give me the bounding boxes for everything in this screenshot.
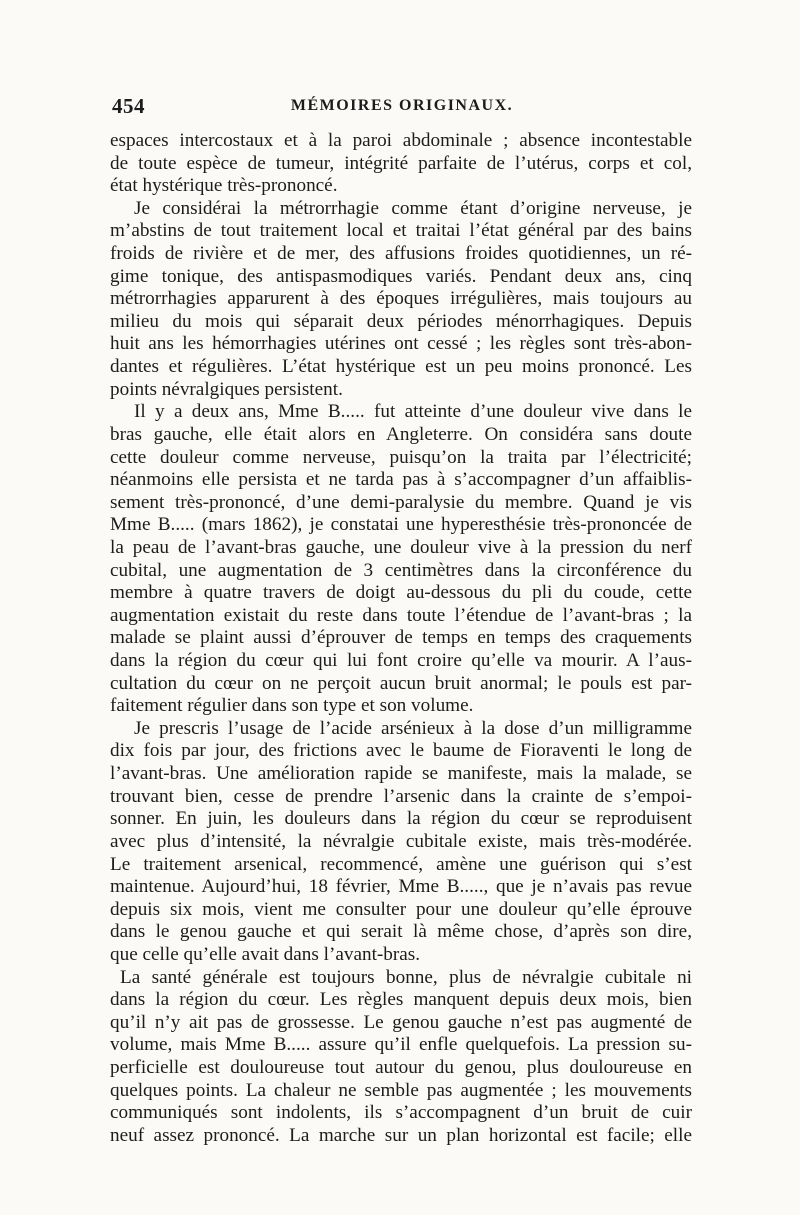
text-line: Il y a deux ans, Mme B..... fut atteinte d’une douleur vive dans le <box>134 401 692 423</box>
text-line: malade se plaint aussi d’éprouver de temps en temps des craquements <box>110 627 692 649</box>
text-line: néanmoins elle persista et ne tarda pas à s’accompagner d’un affaiblis- <box>110 469 692 491</box>
text-line: membre à quatre travers de doigt au-dessous du pli du coude, cette <box>110 582 692 604</box>
text-line: La santé générale est toujours bonne, plus de névralgie cubitale ni <box>120 966 692 988</box>
text-line: m’abstins de tout traitement local et traitai l’état général par des bains <box>110 220 692 242</box>
running-title: MÉMOIRES ORIGINAUX. <box>290 97 514 114</box>
text-line: sement très-prononcé, d’une demi-paralysie du membre. Quand je vis <box>110 491 692 513</box>
text-line: Je considérai la métrorrhagie comme étant d’origine nerveuse, je <box>134 197 692 219</box>
text-line: Je prescris l’usage de l’acide arsénieux à la dose d’un milligramme <box>134 717 692 739</box>
text-line: huit ans les hémorrhagies utérines ont cessé ; les règles sont très-abon- <box>110 333 692 355</box>
page-number: 454 <box>112 94 145 118</box>
text-line: points névralgiques persistent. <box>110 378 343 400</box>
text-line: l’avant-bras. Une amélioration rapide se manifeste, mais la malade, se <box>110 763 692 785</box>
text-line: avec plus d’intensité, la névralgie cubitale existe, mais très-modérée. <box>110 830 692 852</box>
text-line: la peau de l’avant-bras gauche, une douleur vive à la pression du nerf <box>110 536 692 558</box>
text-line: trouvant bien, cesse de prendre l’arsenic dans la crainte de s’empoi- <box>110 785 692 807</box>
text-line: dans la région du cœur. Les règles manquent depuis deux mois, bien <box>110 989 692 1011</box>
text-line: neuf assez prononcé. La marche sur un plan horizontal est facile; elle <box>110 1124 692 1146</box>
text-line: quelques points. La chaleur ne semble pas augmentée ; les mouvements <box>110 1079 692 1101</box>
text-line: perficielle est douloureuse tout autour du genou, plus douloureuse en <box>110 1056 692 1078</box>
text-line: métrorrhagies apparurent à des époques irrégulières, mais toujours au <box>110 288 692 310</box>
text-line: augmentation existait du reste dans toute l’étendue de l’avant-bras ; la <box>110 604 692 626</box>
text-line: que celle qu’elle avait dans l’avant-bras. <box>110 943 421 965</box>
text-line: cette douleur comme nerveuse, puisqu’on la traita par l’électricité; <box>110 446 692 468</box>
text-line: qu’il n’y ait pas de grossesse. Le genou gauche n’est pas augmenté de <box>110 1011 692 1033</box>
text-line: cultation du cœur on ne perçoit aucun bruit anormal; le pouls est par- <box>110 672 692 694</box>
text-line: espaces intercostaux et à la paroi abdominale ; absence incontestable <box>110 130 692 151</box>
text-line: cubital, une augmentation de 3 centimètres dans la circonférence du <box>110 559 692 581</box>
body-text <box>110 130 692 1147</box>
page-header <box>112 94 692 122</box>
text-line: milieu du mois qui séparait deux périodes ménorrhagiques. Depuis <box>110 310 692 332</box>
text-line: état hystérique très-prononcé. <box>110 175 338 197</box>
text-line: faitement régulier dans son type et son volume. <box>110 695 474 717</box>
text-line: volume, mais Mme B..... assure qu’il enfle quelquefois. La pression su- <box>110 1034 692 1056</box>
text-line: Mme B..... (mars 1862), je constatai une hyperesthésie très-prononcée de <box>110 514 692 536</box>
text-line: froids de rivière et de mer, des affusions froides quotidiennes, un ré- <box>110 243 692 265</box>
text-line: bras gauche, elle était alors en Angleterre. On considéra sans doute <box>110 423 692 445</box>
text-line: dans le genou gauche et qui serait là même chose, d’après son dire, <box>110 921 692 943</box>
text-line: Le traitement arsenical, recommencé, amène une guérison qui s’est <box>110 853 692 875</box>
text-line: dantes et régulières. L’état hystérique est un peu moins prononcé. Les <box>110 356 692 378</box>
text-line: gime tonique, des antispasmodiques variés. Pendant deux ans, cinq <box>110 265 692 287</box>
text-line: de toute espèce de tumeur, intégrité parfaite de l’utérus, corps et col, <box>110 152 692 174</box>
text-line: depuis six mois, vient me consulter pour une douleur qu’elle éprouve <box>110 898 692 920</box>
text-line: maintenue. Aujourd’hui, 18 février, Mme B....., que je n’avais pas revue <box>110 876 692 898</box>
text-line: dans la région du cœur qui lui font croire qu’elle va mourir. A l’aus- <box>110 650 692 672</box>
text-line: sonner. En juin, les douleurs dans la région du cœur se reproduisent <box>110 808 692 830</box>
text-line: dix fois par jour, des frictions avec le baume de Fioraventi le long de <box>110 740 692 762</box>
text-line: communiqués sont indolents, ils s’accompagnent d’un bruit de cuir <box>110 1102 692 1124</box>
